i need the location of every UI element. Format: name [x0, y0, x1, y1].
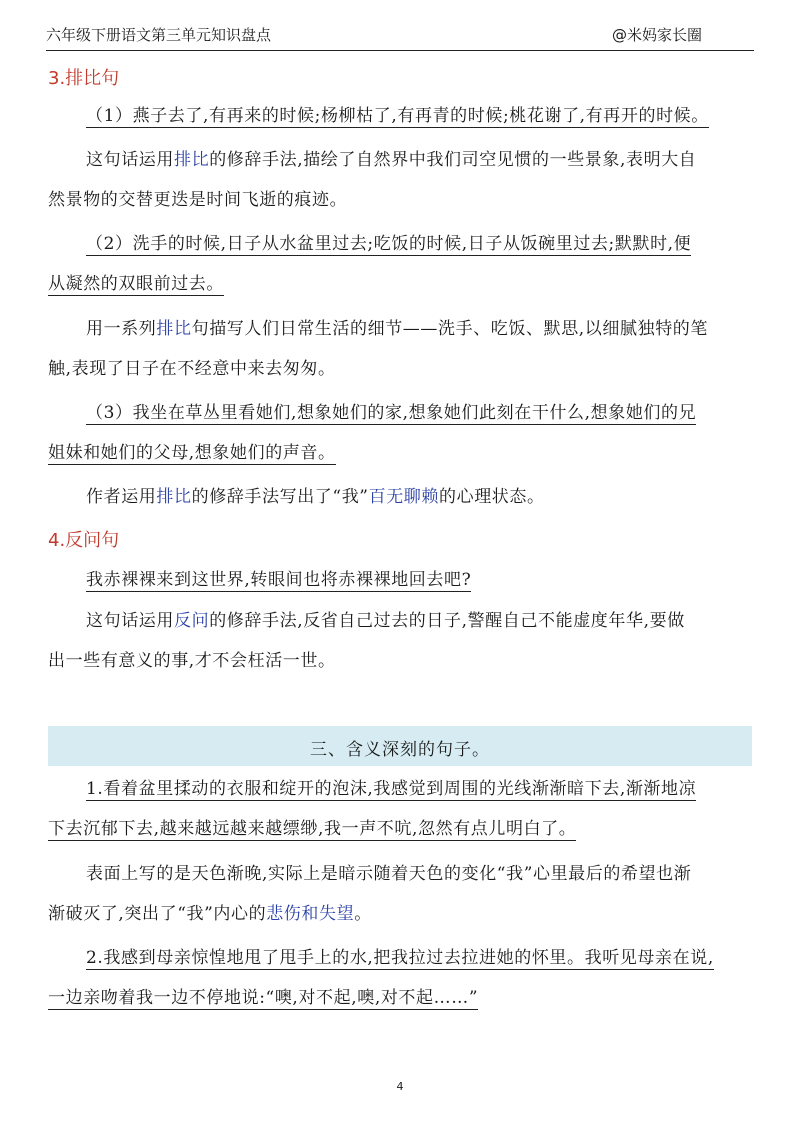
highlight-term: 百无聊赖	[368, 487, 439, 507]
highlight-term: 排比	[156, 319, 192, 339]
section-heading-rhetorical: 4.反问句	[48, 530, 120, 551]
deep-quote-2-line-2: 一边亲吻着我一边不停地说:“噢,对不起,噢,对不起……”	[48, 988, 479, 1008]
section-heading-parallelism: 3.排比句	[48, 68, 120, 89]
highlight-term: 排比	[174, 150, 210, 170]
deep-quote-1-line-1: 1.看着盆里揉动的衣服和绽开的泡沫,我感觉到周围的光线渐渐暗下去,渐渐地凉	[86, 779, 697, 799]
rhetorical-quote: 我赤裸裸来到这世界,转眼间也将赤裸裸地回去吧?	[86, 570, 472, 590]
highlight-term: 悲伤和失望	[266, 904, 355, 924]
explanation-2-line-2: 触,表现了日子在不经意中来去匆匆。	[48, 359, 336, 379]
header-title: 六年级下册语文第三单元知识盘点	[46, 26, 272, 44]
explanation-1-line-2: 然景物的交替更迭是时间飞逝的痕迹。	[48, 190, 348, 210]
quote-1: （1）燕子去了,有再来的时候;杨柳枯了,有再青的时候;桃花谢了,有再开的时候。	[86, 106, 709, 126]
rhetorical-explanation-line-2: 出一些有意义的事,才不会枉活一世。	[48, 651, 336, 671]
banner-title: 三、含义深刻的句子。	[310, 740, 490, 760]
deep-explanation-1-line-1: 表面上写的是天色渐晚,实际上是暗示随着天色的变化“我”心里最后的希望也渐	[86, 864, 692, 884]
page-header	[46, 14, 754, 51]
header-brand: @米妈家长圈	[611, 26, 702, 44]
explanation-1-line-1: 这句话运用排比的修辞手法,描绘了自然界中我们司空见惯的一些景象,表明大自	[86, 150, 697, 170]
explanation-2-line-1: 用一系列排比句描写人们日常生活的细节——洗手、吃饭、默思,以细腻独特的笔	[86, 319, 709, 339]
section-banner	[48, 726, 752, 766]
deep-explanation-1-line-2: 渐破灭了,突出了“我”内心的悲伤和失望。	[48, 904, 372, 924]
quote-3-line-1: （3）我坐在草丛里看她们,想象她们的家,想象她们此刻在干什么,想象她们的兄	[86, 403, 697, 423]
rhetorical-explanation-line-1: 这句话运用反问的修辞手法,反省自己过去的日子,警醒自己不能虚度年华,要做	[86, 611, 685, 631]
quote-3-line-2: 姐妹和她们的父母,想象她们的声音。	[48, 443, 336, 463]
explanation-3: 作者运用排比的修辞手法写出了“我”百无聊赖的心理状态。	[86, 487, 545, 507]
highlight-term: 排比	[156, 487, 192, 507]
deep-quote-2-line-1: 2.我感到母亲惊惶地甩了甩手上的水,把我拉过去拉进她的怀里。我听见母亲在说,	[86, 948, 714, 968]
quote-2-line-1: （2）洗手的时候,日子从水盆里过去;吃饭的时候,日子从饭碗里过去;默默时,便	[86, 234, 692, 254]
highlight-term: 反问	[174, 611, 210, 631]
page-number: 4	[396, 1080, 404, 1093]
deep-quote-1-line-2: 下去沉郁下去,越来越远越来越缥缈,我一声不吭,忽然有点儿明白了。	[48, 819, 577, 839]
quote-2-line-2: 从凝然的双眼前过去。	[48, 274, 224, 294]
